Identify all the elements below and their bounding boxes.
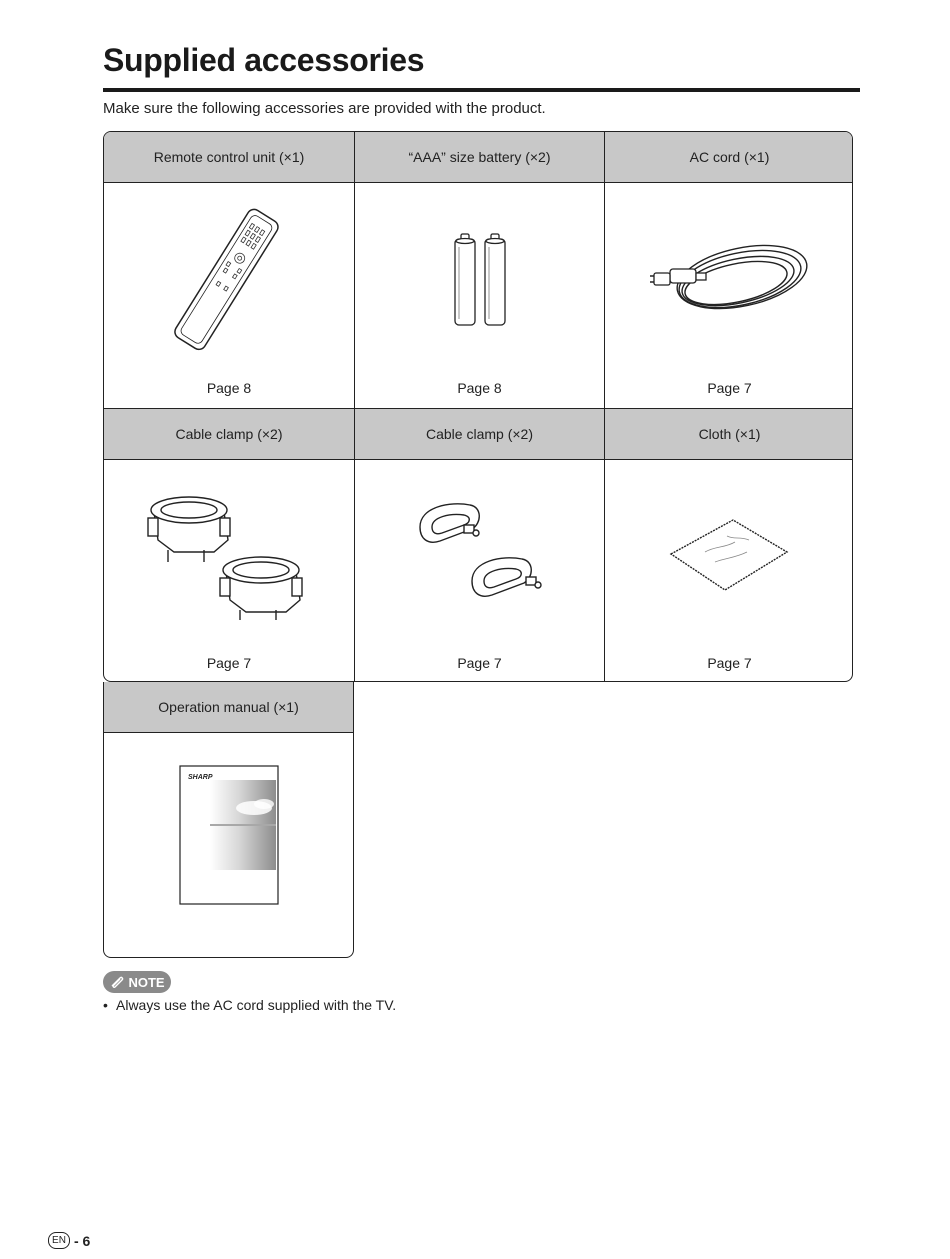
ac-cord-icon — [650, 231, 810, 331]
note-label: NOTE — [128, 974, 165, 990]
bullet-icon: • — [103, 997, 108, 1013]
intro-text: Make sure the following accessories are provided with the product. — [103, 100, 546, 117]
cloth-icon — [665, 512, 795, 602]
operation-manual-icon — [174, 760, 284, 910]
accessories-table — [103, 131, 853, 682]
note-text: Always use the AC cord supplied with the TV. — [116, 997, 397, 1013]
page-reference: Page 8 — [457, 380, 502, 396]
cable-clamp-icon — [144, 492, 314, 622]
accessory-cell-cloth — [604, 408, 853, 682]
manual-brand: SHARP — [187, 774, 213, 781]
note-item — [103, 997, 396, 1013]
accessory-name: Operation manual (×1) — [104, 682, 353, 733]
accessory-cell-remote — [104, 132, 354, 408]
accessory-name: Cloth (×1) — [605, 409, 853, 460]
accessory-cell-cable-clip — [354, 408, 604, 682]
accessory-cell-battery — [354, 132, 604, 408]
page-reference: Page 7 — [206, 655, 252, 671]
page-reference: Page 7 — [707, 380, 752, 396]
cable-clip-icon — [410, 497, 550, 617]
paperclip-icon — [109, 975, 125, 989]
accessory-name: “AAA” size battery (×2) — [355, 132, 604, 183]
accessory-name: Remote control unit (×1) — [104, 132, 354, 183]
page-footer — [48, 1232, 90, 1249]
accessory-name: AC cord (×1) — [605, 132, 853, 183]
title-rule — [103, 88, 860, 92]
remote-control-icon — [159, 206, 299, 356]
language-badge: EN — [48, 1232, 70, 1249]
accessory-cell-ac-cord — [604, 132, 853, 408]
note-badge — [103, 971, 171, 993]
accessory-name: Cable clamp (×2) — [355, 409, 604, 460]
page-reference: Page 7 — [457, 655, 502, 671]
accessory-cell-cable-clamp — [104, 408, 354, 682]
page-title: Supplied accessories — [103, 42, 425, 78]
page-number: - 6 — [74, 1232, 91, 1249]
page-reference: Page 8 — [206, 380, 252, 396]
battery-icon — [445, 231, 515, 331]
accessory-name: Cable clamp (×2) — [104, 409, 354, 460]
accessory-cell-manual — [103, 682, 354, 958]
page-reference: Page 7 — [707, 655, 752, 671]
